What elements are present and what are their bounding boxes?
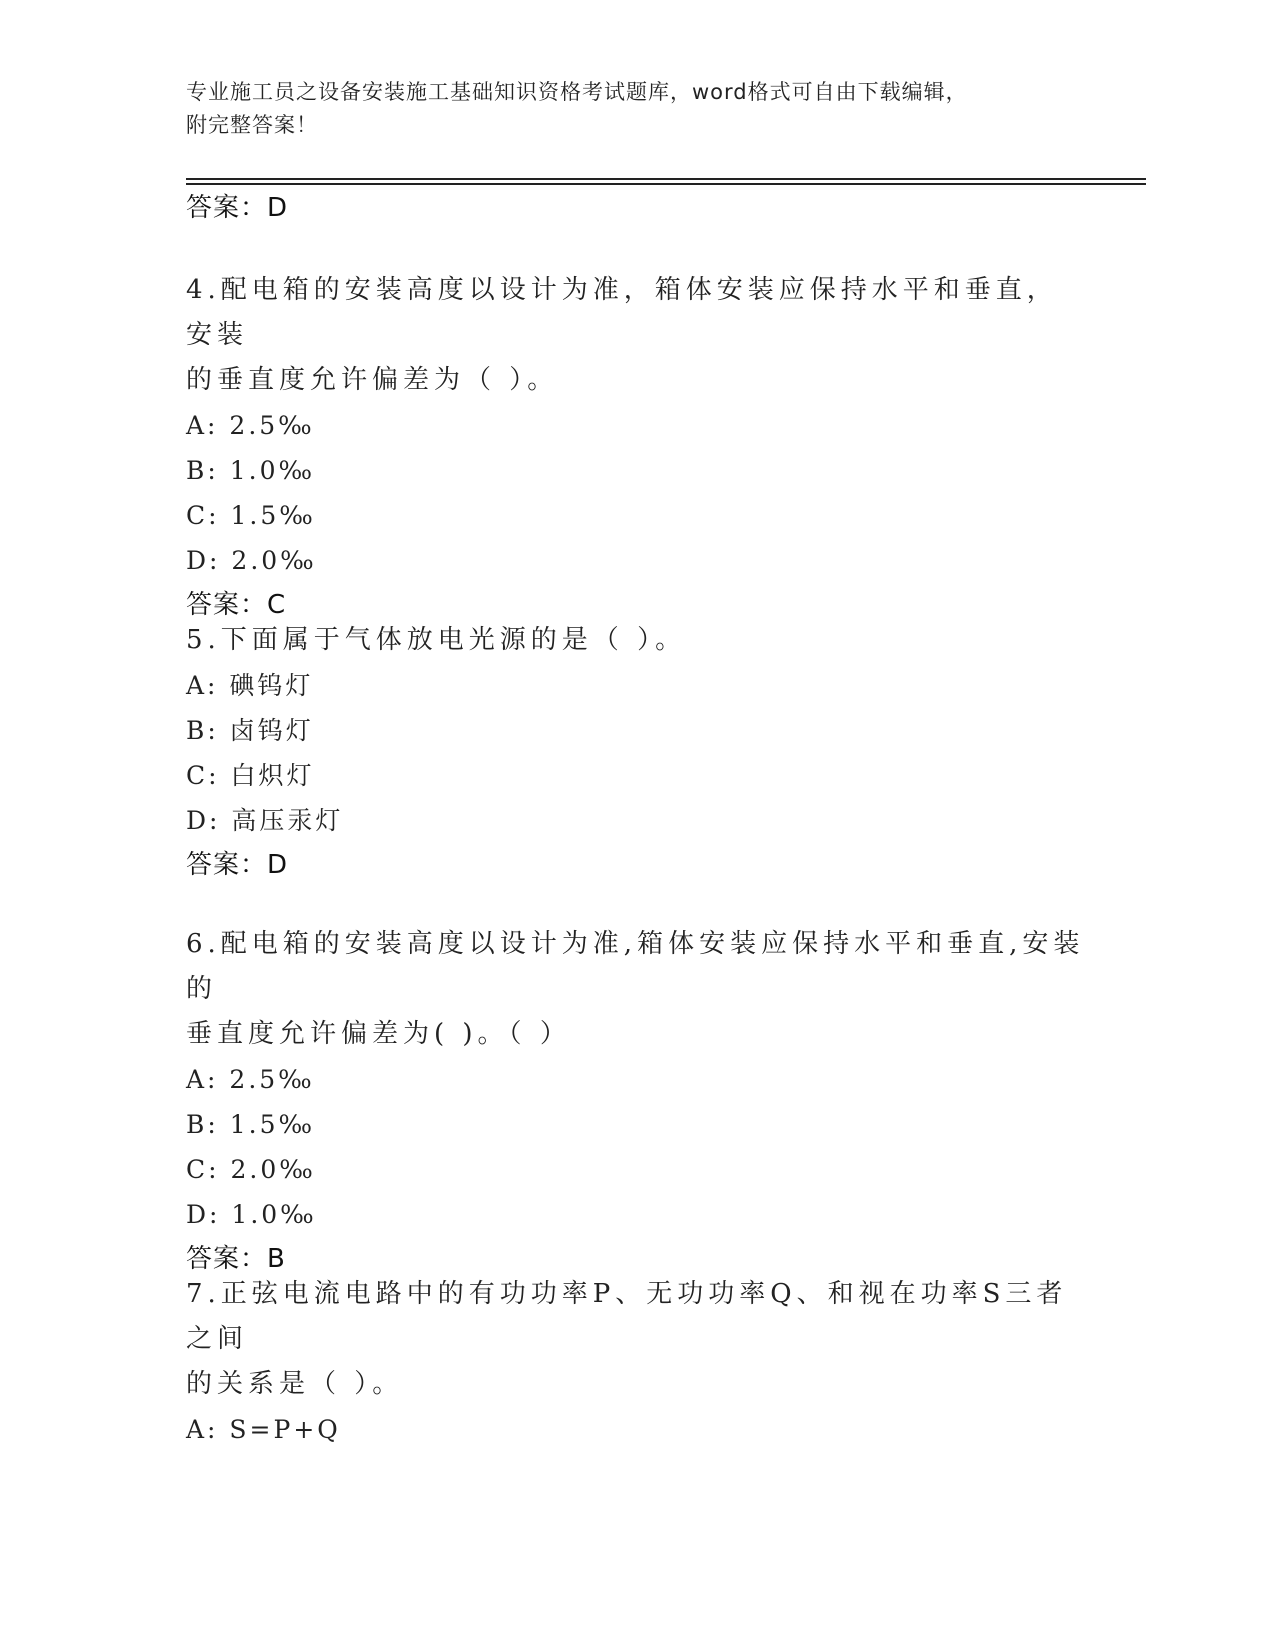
header-line-1: 专业施工员之设备安装施工基础知识资格考试题库，word格式可自由下载编辑， bbox=[186, 80, 968, 104]
option-c: C: 1.5‰ bbox=[186, 501, 316, 530]
header-divider-bottom bbox=[186, 183, 1146, 185]
answer: 答案：C bbox=[186, 590, 287, 620]
option-a: A: S=P+Q bbox=[186, 1415, 341, 1444]
answer: 答案：B bbox=[186, 1244, 286, 1274]
question-stem-line-2: 的垂直度允许偏差为（ ）。 bbox=[186, 365, 559, 395]
question-4 bbox=[186, 268, 1086, 628]
option-a: A: 2.5‰ bbox=[186, 411, 315, 440]
option-d: D: 高压汞灯 bbox=[186, 806, 344, 835]
question-stem-line-2: 垂直度允许偏差为( )。（ ） bbox=[186, 1019, 571, 1049]
question-stem-line-1: 5.下面属于气体放电光源的是（ ）。 bbox=[186, 625, 687, 655]
question-7 bbox=[186, 1272, 1086, 1452]
option-d: D: 2.0‰ bbox=[186, 546, 317, 575]
header-divider-top bbox=[186, 178, 1146, 180]
option-a: A: 碘钨灯 bbox=[186, 671, 314, 700]
question-6 bbox=[186, 922, 1086, 1282]
question-stem-line-1: 6.配电箱的安装高度以设计为准,箱体安装应保持水平和垂直,安装的 bbox=[186, 929, 1085, 1004]
option-b: B: 卤钨灯 bbox=[186, 716, 314, 745]
option-b: B: 1.0‰ bbox=[186, 456, 316, 485]
answer-previous: 答案：D bbox=[186, 193, 289, 223]
option-c: C: 白炽灯 bbox=[186, 761, 315, 790]
option-b: B: 1.5‰ bbox=[186, 1110, 316, 1139]
question-5 bbox=[186, 618, 1086, 888]
question-stem-line-1: 7.正弦电流电路中的有功功率P、无功功率Q、和视在功率S三者之间 bbox=[186, 1279, 1068, 1354]
option-d: D: 1.0‰ bbox=[186, 1200, 317, 1229]
document-header bbox=[186, 76, 1086, 142]
option-c: C: 2.0‰ bbox=[186, 1155, 316, 1184]
question-stem-line-2: 的关系是（ ）。 bbox=[186, 1369, 404, 1399]
answer: 答案：D bbox=[186, 850, 289, 880]
question-stem-line-1: 4.配电箱的安装高度以设计为准，箱体安装应保持水平和垂直，安装 bbox=[186, 275, 1058, 350]
header-line-2: 附完整答案！ bbox=[186, 113, 318, 137]
option-a: A: 2.5‰ bbox=[186, 1065, 315, 1094]
